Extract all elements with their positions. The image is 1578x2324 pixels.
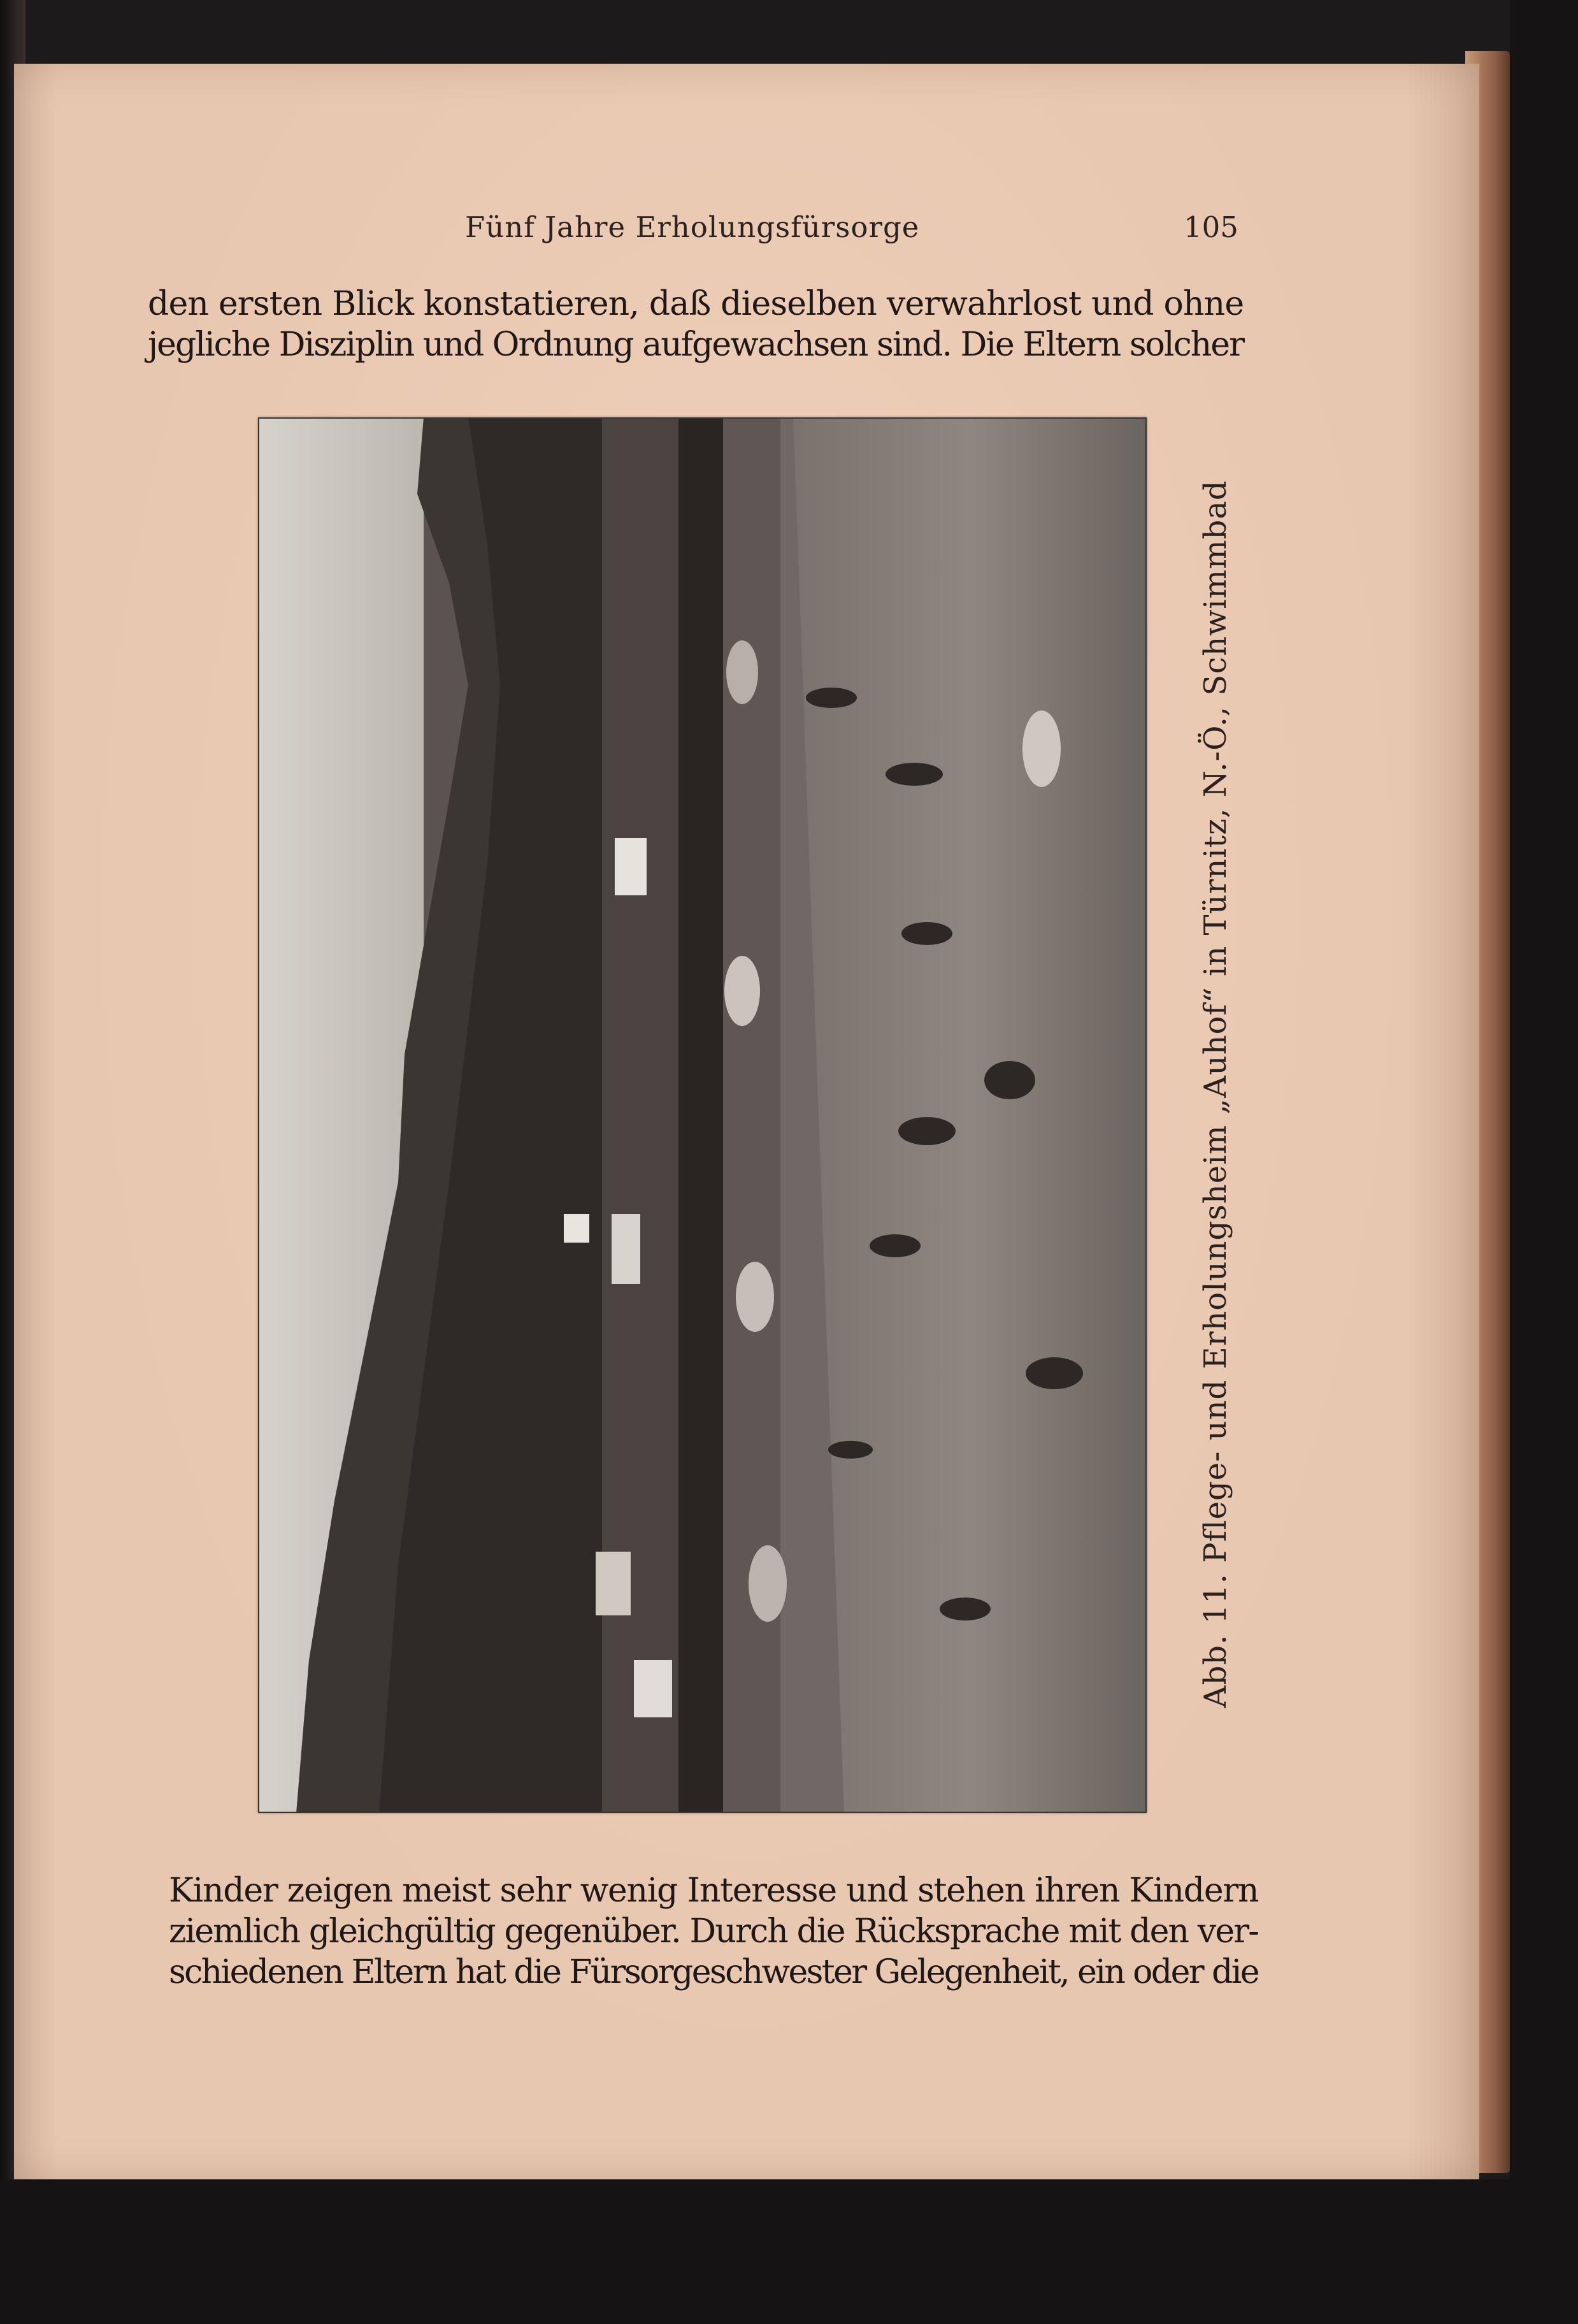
- figure-caption: Abb. 11. Pflege- und Erholungsheim „Auhof“ in Türnitz, N.-Ö., Schwimmbad: [1198, 480, 1233, 1708]
- background-right: [1510, 0, 1578, 2324]
- paragraph-bottom: [169, 1870, 1258, 1993]
- text-line: Kinder zeigen meist sehr wenig Interesse und stehen ihren Kindern: [169, 1872, 1259, 1910]
- figure-photograph: [258, 417, 1147, 1813]
- background-bottom: [0, 2179, 1578, 2324]
- page-number: 105: [1184, 210, 1238, 244]
- text-line: jegliche Disziplin und Ordnung aufgewachsen sind. Die Eltern solcher: [148, 326, 1244, 364]
- text-line: den ersten Blick konstatieren, daß dieselben verwahrlost und ohne: [148, 285, 1244, 323]
- paragraph-top: [148, 284, 1244, 365]
- running-head: Fünf Jahre Erholungsfürsorge: [465, 210, 920, 244]
- text-line: ziemlich gleichgültig gegenüber. Durch die Rücksprache mit den ver-: [169, 1912, 1259, 1951]
- text-line: schiedenen Eltern hat die Fürsorgeschwester Gelegenheit, ein oder die: [169, 1953, 1258, 1991]
